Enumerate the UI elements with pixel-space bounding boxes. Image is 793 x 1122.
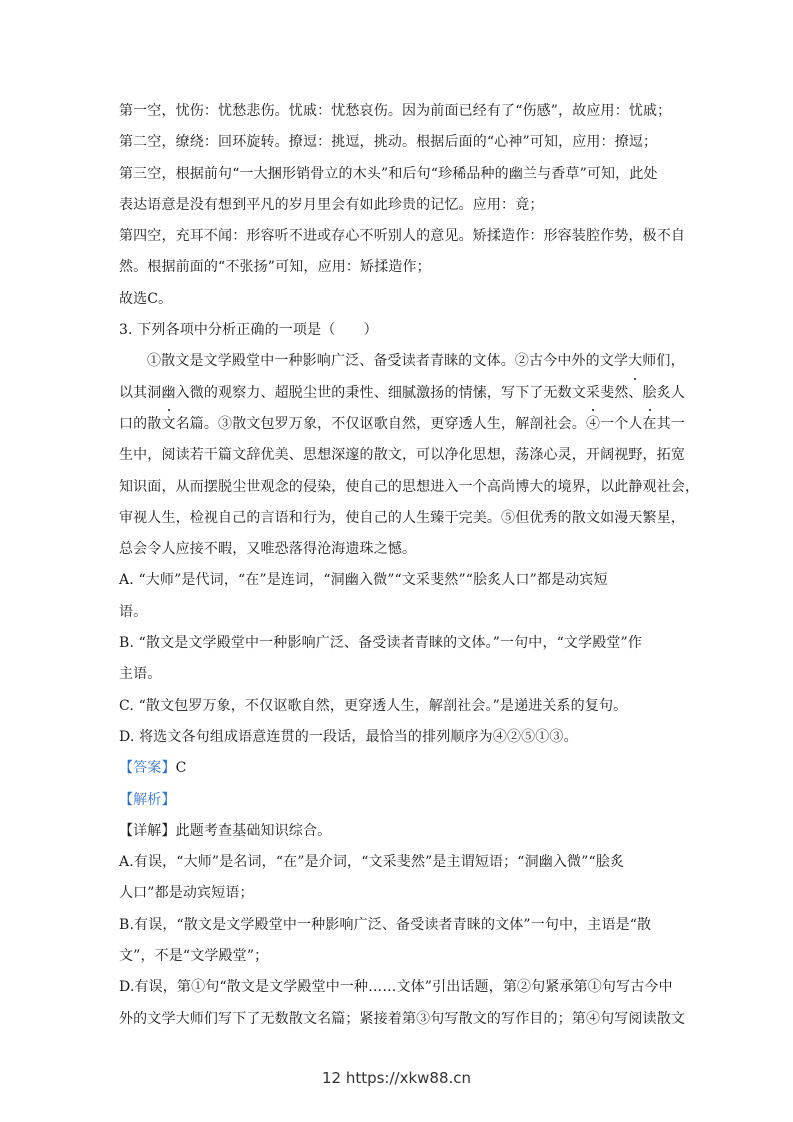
question-passage (119, 346, 700, 565)
analysis-line: 第三空，根据前句“一大捆形销骨立的木头”和后句“珍稀品种的幽兰与香草”可知，此处 (119, 165, 658, 182)
question-stem: 3. 下列各项中分析正确的一项是（ ） (119, 322, 378, 339)
emphasis-char: 脍 (643, 378, 657, 409)
option-a: A. “大师”是代词，“在”是连词，“洞幽入微”“文采斐然”“脍炙人口”都是动宾短 (119, 572, 608, 589)
emphasis-char: 大 (628, 346, 642, 377)
document-body (119, 96, 700, 1035)
answer-line (119, 753, 679, 784)
passage-text: 炙人 (656, 384, 686, 401)
passage-text: 以其洞 (119, 384, 162, 401)
option-a-continued: 语。 (119, 603, 148, 620)
passage-line: 口的散文名篇。③散文包罗万象，不仅讴歌自然，更穿透人生，解剖社会。④一个人在其一 (119, 415, 685, 432)
passage-line: 审视人生，检视自己的言语和行为，使自己的人生臻于完美。⑤但优秀的散文如漫天繁星， (119, 509, 685, 526)
passage-line (119, 346, 685, 377)
option-c: C. “散文包罗万象，不仅讴歌自然，更穿透人生，解剖社会。”是递进关系的复句。 (119, 697, 628, 714)
explanation-tag: 【解析】 (119, 791, 176, 808)
explanation-line: B.有误，“散文是文学殿堂中一种影响广泛、备受读者青睐的文体”一句中，主语是“散 (119, 916, 652, 933)
option-b: B. “散文是文学殿堂中一种影响广泛、备受读者青睐的文体。”一句中，“文学殿堂”作 (119, 635, 642, 652)
passage-text: 入微的观察力、超脱尘世的秉性、细腻激扬的情愫，写下了无数文 (175, 384, 586, 401)
passage-text: 斐然、 (600, 384, 643, 401)
explanation-heading (119, 785, 679, 816)
analysis-line: 第一空，忧伤：忧愁悲伤。忧戚：忧愁哀伤。因为前面已经有了“伤感”，故应用：忧戚； (119, 103, 672, 119)
analysis-section (119, 96, 685, 315)
passage-line: 总会令人应接不暇，又唯恐落得沧海遗珠之憾。 (119, 541, 417, 558)
explanation-line: 文”，不是“文学殿堂”； (119, 948, 269, 965)
passage-text: 师 (642, 353, 657, 370)
passage-line: 知识面，从而摆脱尘世观念的侵染，使自己的思想进入一个高尚博大的境界，以此静观社会， (119, 478, 700, 495)
page-footer (0, 1069, 793, 1087)
conclusion-line: 故选C。 (119, 290, 173, 307)
emphasis-char: 幽 (161, 378, 175, 409)
option-d: D. 将选文各句组成语意连贯的一段话，最恰当的排列顺序为④②⑤①③。 (119, 728, 578, 745)
explanation-line: D.有误，第①句“散文是文学殿堂中一种……文体”引出话题，第②句紧承第①句写古今中 (119, 979, 673, 996)
footer-url[interactable]: https://xkw88.cn (345, 1069, 472, 1087)
explanation-line: 外的文学大师们写下了无数散文名篇；紧接着第③句写散文的写作目的；第④句写阅读散文 (119, 1010, 685, 1027)
answer-value: C (175, 760, 187, 777)
page-number: 12 (321, 1069, 342, 1087)
analysis-line: 第四空，充耳不闻：形容听不进或存心不听别人的意见。矫揉造作：形容装腔作势，极不自 (119, 228, 685, 245)
passage-text: ①散文是文学殿堂中一种影响广泛、备受读者青睐的文体。②古今中外的文学 (147, 353, 629, 370)
explanation-line: 人口”都是动宾短语； (119, 885, 254, 902)
explanation-body (119, 847, 685, 1035)
passage-text: 们， (656, 353, 685, 370)
explanation-detail: 【详解】此题考查基础知识综合。 (119, 822, 332, 839)
passage-line (119, 378, 686, 409)
explanation-line: A.有误，“大师”是名词，“在”是介词，“文采斐然”是主谓短语；“洞幽入微”“脍炙 (119, 854, 625, 871)
answer-options (119, 565, 679, 753)
analysis-line: 表达语意是没有想到平凡的岁月里会有如此珍贵的记忆。应用：竟； (119, 196, 544, 213)
answer-tag: 【答案】 (119, 760, 176, 777)
analysis-line: 然。根据前面的“不张扬”可知，应用：矫揉造作； (119, 259, 431, 276)
passage-line: 生中，阅读若干篇文辞优美、思想深邃的散文，可以净化思想，荡涤心灵，开阔视野，拓宽 (119, 447, 685, 464)
emphasis-char: 采 (586, 378, 600, 409)
analysis-line: 第二空，缭绕：回环旋转。撩逗：挑逗，挑动。根据后面的“心神”可知，应用：撩逗； (119, 134, 658, 151)
option-b-continued: 主语。 (119, 666, 162, 683)
